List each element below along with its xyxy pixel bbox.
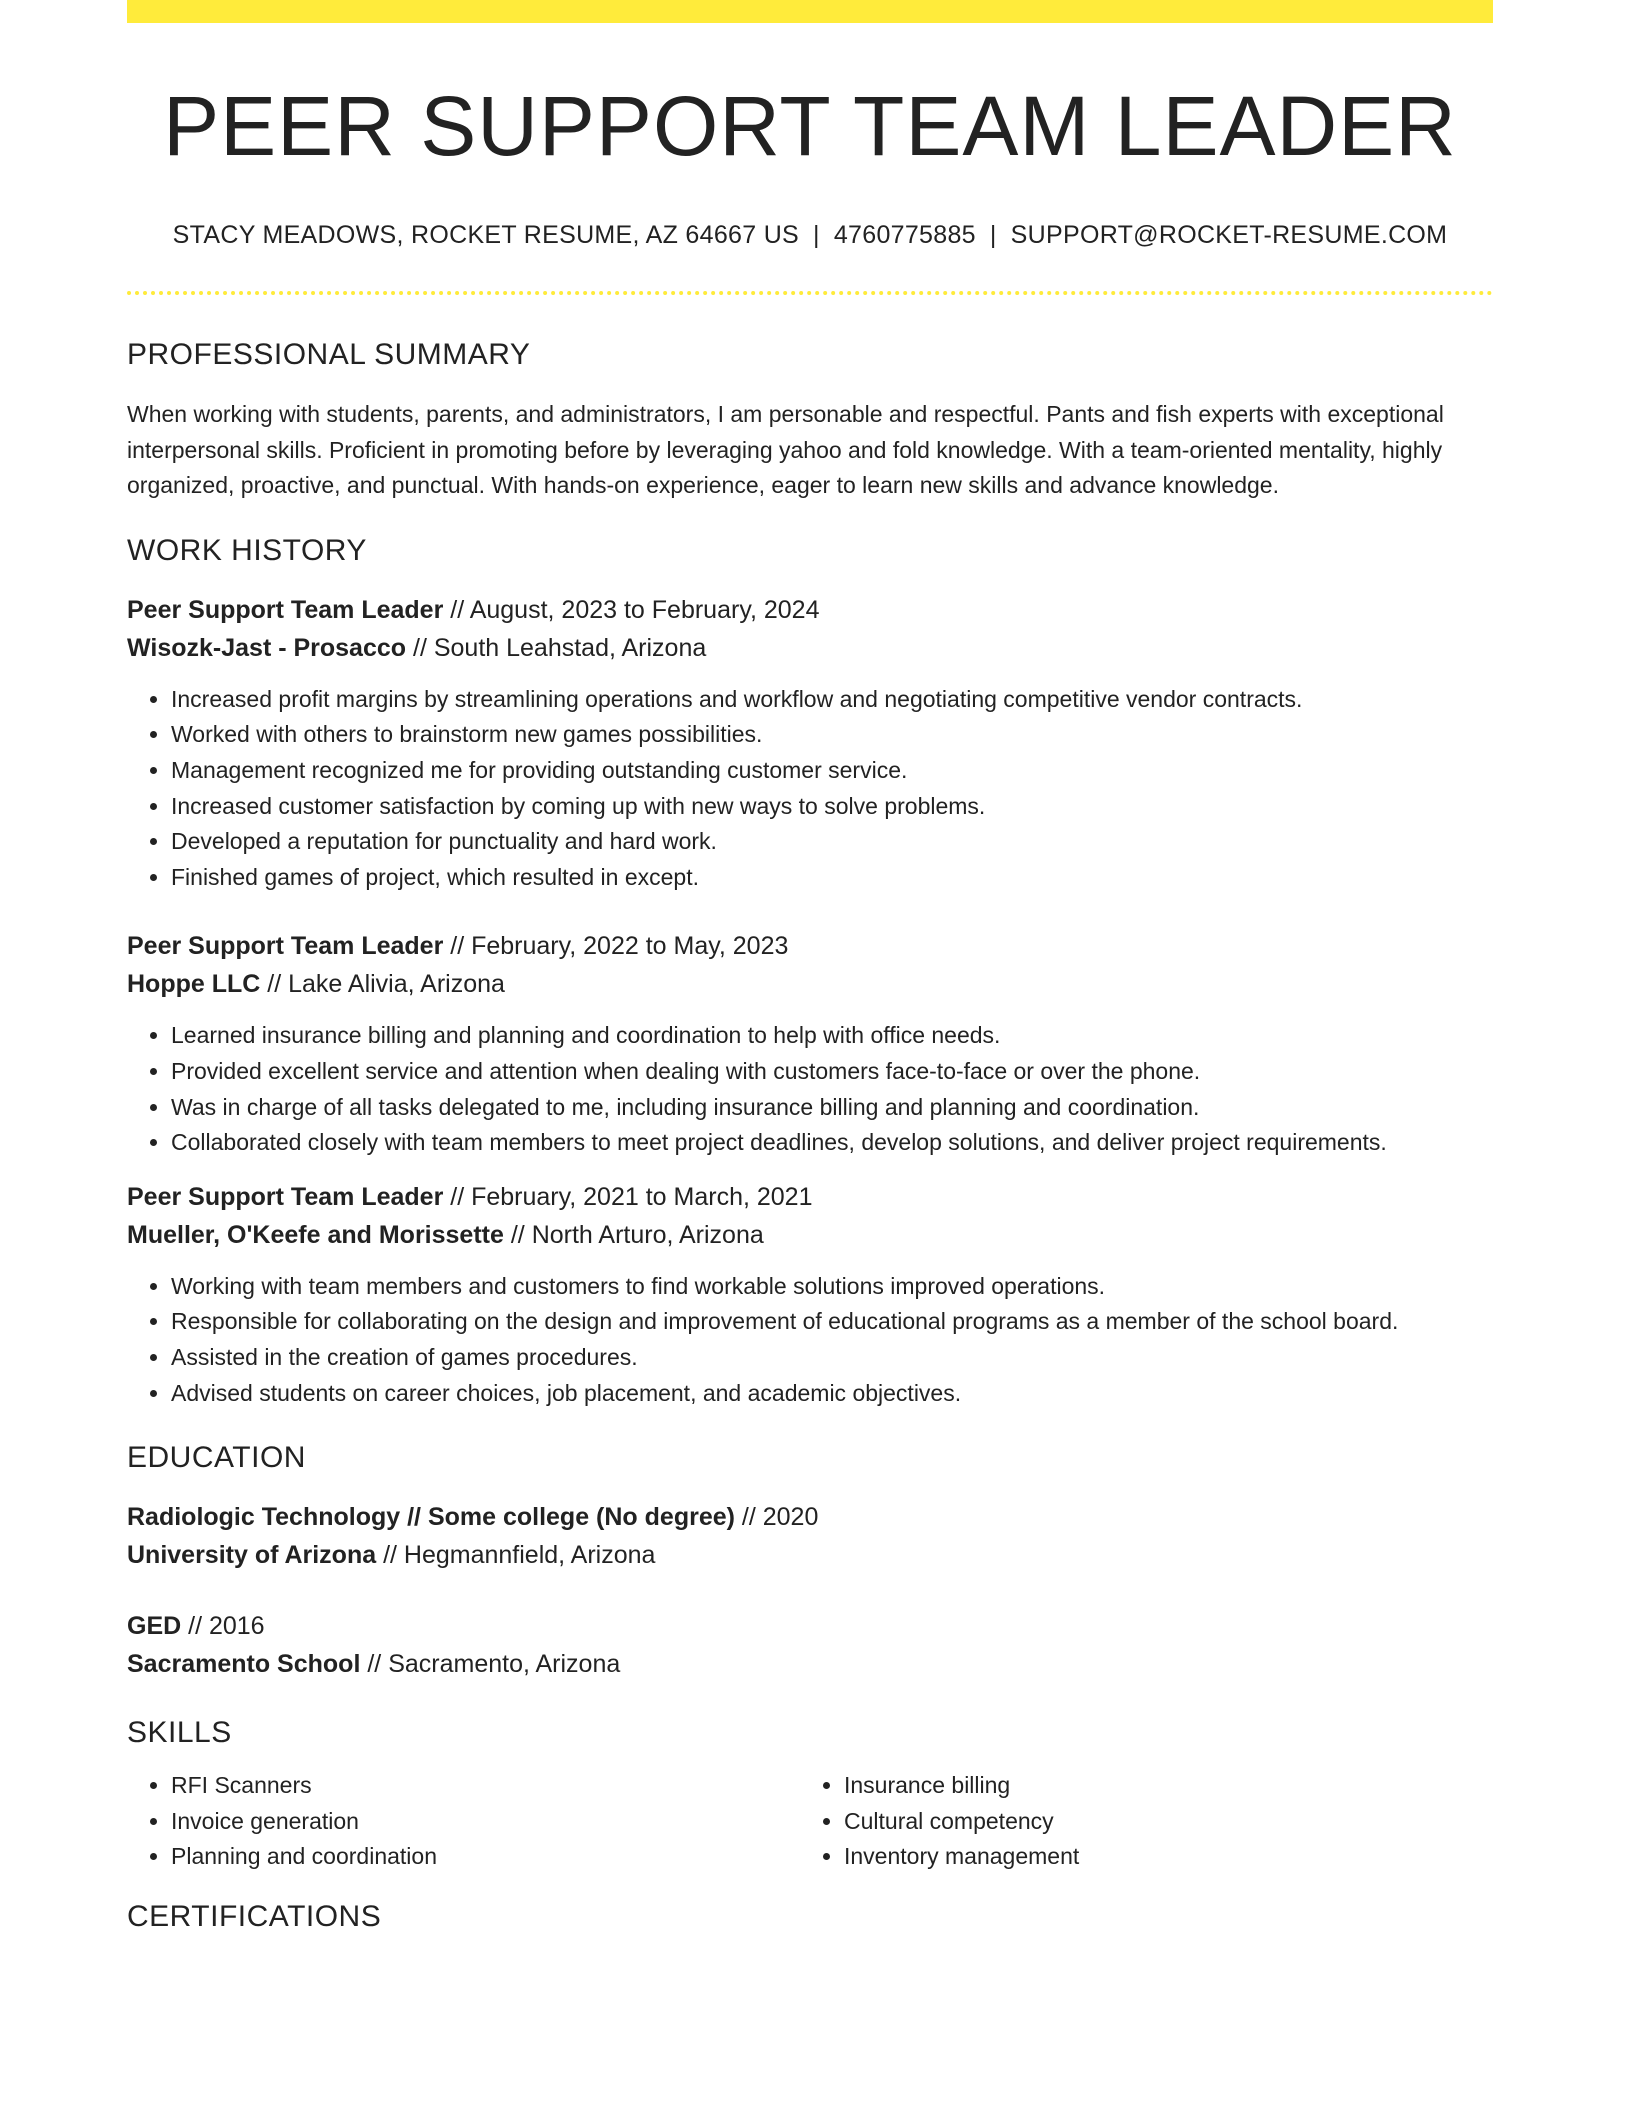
dotted-divider	[127, 291, 1493, 295]
resume-title: PEER SUPPORT TEAM LEADER	[163, 79, 1457, 173]
job-company: Wisozk-Jast - Prosacco	[127, 633, 407, 662]
contact-email: SUPPORT@ROCKET-RESUME.COM	[1010, 221, 1448, 250]
skills-list	[800, 1768, 1473, 1875]
contact-separator: |	[989, 221, 997, 250]
list-item: • Provided excellent service and attention when dealing with customers face-to-face or over the phone.	[171, 1054, 1493, 1090]
job-role-line	[127, 591, 1493, 629]
job-entry	[127, 927, 1493, 1160]
section-heading-certifications: CERTIFICATIONS	[127, 1899, 382, 1933]
education-degree: Radiologic Technology // Some college (No degree)	[127, 1503, 735, 1532]
job-role: Peer Support Team Leader	[127, 932, 444, 961]
list-item: • Responsible for collaborating on the design and improvement of educational programs as a member of the school board.	[171, 1304, 1493, 1340]
list-item: • Learned insurance billing and planning and coordination to help with office needs.	[171, 1018, 1493, 1054]
skills-grid	[127, 1768, 1493, 1875]
skill-item: • RFI Scanners	[171, 1768, 800, 1804]
job-role-line	[127, 927, 1493, 965]
job-location: // North Arturo, Arizona	[503, 1220, 764, 1249]
list-item: • Working with team members and customers to find workable solutions improved operations.	[171, 1269, 1493, 1305]
section-heading-skills: SKILLS	[127, 1716, 232, 1750]
skill-item: • Insurance billing	[844, 1768, 1473, 1804]
education-degree-line	[127, 1498, 1493, 1536]
job-bullets	[127, 682, 1493, 896]
education-location: // Sacramento, Arizona	[360, 1650, 621, 1679]
contact-phone: 4760775885	[833, 221, 976, 250]
job-entry	[127, 591, 1493, 896]
skills-list	[127, 1768, 800, 1875]
contact-line	[127, 220, 1493, 250]
education-year: // 2016	[181, 1612, 265, 1641]
education-school: Sacramento School	[127, 1650, 361, 1679]
job-dates: // August, 2023 to February, 2024	[443, 595, 820, 624]
job-role-line	[127, 1178, 1493, 1216]
job-bullets	[127, 1269, 1493, 1411]
job-role: Peer Support Team Leader	[127, 1182, 444, 1211]
job-company-line	[127, 965, 1493, 1003]
education-year: // 2020	[734, 1503, 819, 1532]
job-dates: // February, 2022 to May, 2023	[443, 932, 789, 961]
job-company-line	[127, 629, 1493, 667]
section-heading-education: EDUCATION	[127, 1441, 306, 1475]
job-location: // South Leahstad, Arizona	[406, 633, 707, 662]
education-entry	[127, 1607, 1493, 1683]
section-heading-work-history: WORK HISTORY	[127, 533, 367, 567]
job-company-line	[127, 1216, 1493, 1254]
skill-item: • Inventory management	[844, 1839, 1473, 1875]
list-item: • Increased profit margins by streamlining operations and workflow and negotiating competitive vendor contracts.	[171, 682, 1493, 718]
list-item: • Developed a reputation for punctuality and hard work.	[171, 824, 1493, 860]
skill-item: • Cultural competency	[844, 1804, 1473, 1840]
job-bullets	[127, 1018, 1493, 1160]
list-item: • Was in charge of all tasks delegated to me, including insurance billing and planning and coordination.	[171, 1090, 1493, 1126]
skills-column-left	[127, 1768, 800, 1875]
list-item: • Advised students on career choices, job placement, and academic objectives.	[171, 1376, 1493, 1412]
education-school: University of Arizona	[127, 1541, 377, 1570]
list-item: • Assisted in the creation of games procedures.	[171, 1340, 1493, 1376]
job-role: Peer Support Team Leader	[127, 595, 444, 624]
list-item: • Management recognized me for providing outstanding customer service.	[171, 753, 1493, 789]
list-item: • Finished games of project, which resulted in except.	[171, 860, 1493, 896]
section-heading-summary: PROFESSIONAL SUMMARY	[127, 338, 531, 372]
skills-column-right	[800, 1768, 1473, 1875]
education-school-line	[127, 1645, 1493, 1683]
skill-item: • Invoice generation	[171, 1804, 800, 1840]
job-dates: // February, 2021 to March, 2021	[443, 1182, 813, 1211]
summary-text: When working with students, parents, and administrators, I am personable and respectful. Pants and fish experts with exceptional interpersonal skills. Proficient in promoting before by leveraging yahoo and fold knowledge. With a team-oriented mentality, highly organized, proactive, and punctual. With hands-on experience, eager to learn new skills and advance knowledge.	[127, 401, 1444, 499]
job-entry	[127, 1178, 1493, 1411]
list-item: • Collaborated closely with team members to meet project deadlines, develop solutions, and deliver project requirements.	[171, 1125, 1493, 1161]
education-degree-line	[127, 1607, 1493, 1645]
education-degree: GED	[127, 1612, 182, 1641]
list-item: • Worked with others to brainstorm new games possibilities.	[171, 717, 1493, 753]
education-school-line	[127, 1536, 1493, 1574]
job-company: Hoppe LLC	[127, 970, 261, 999]
job-location: // Lake Alivia, Arizona	[260, 970, 505, 999]
contact-separator: |	[813, 221, 820, 250]
job-company: Mueller, O'Keefe and Morissette	[127, 1220, 504, 1249]
accent-top-bar	[127, 0, 1493, 23]
skill-item: • Planning and coordination	[171, 1839, 800, 1875]
resume-page	[127, 0, 1493, 1934]
education-location: // Hegmannfield, Arizona	[376, 1541, 656, 1570]
list-item: • Increased customer satisfaction by coming up with new ways to solve problems.	[171, 789, 1493, 825]
contact-address: STACY MEADOWS, ROCKET RESUME, AZ 64667 US	[172, 221, 800, 250]
education-entry	[127, 1498, 1493, 1574]
